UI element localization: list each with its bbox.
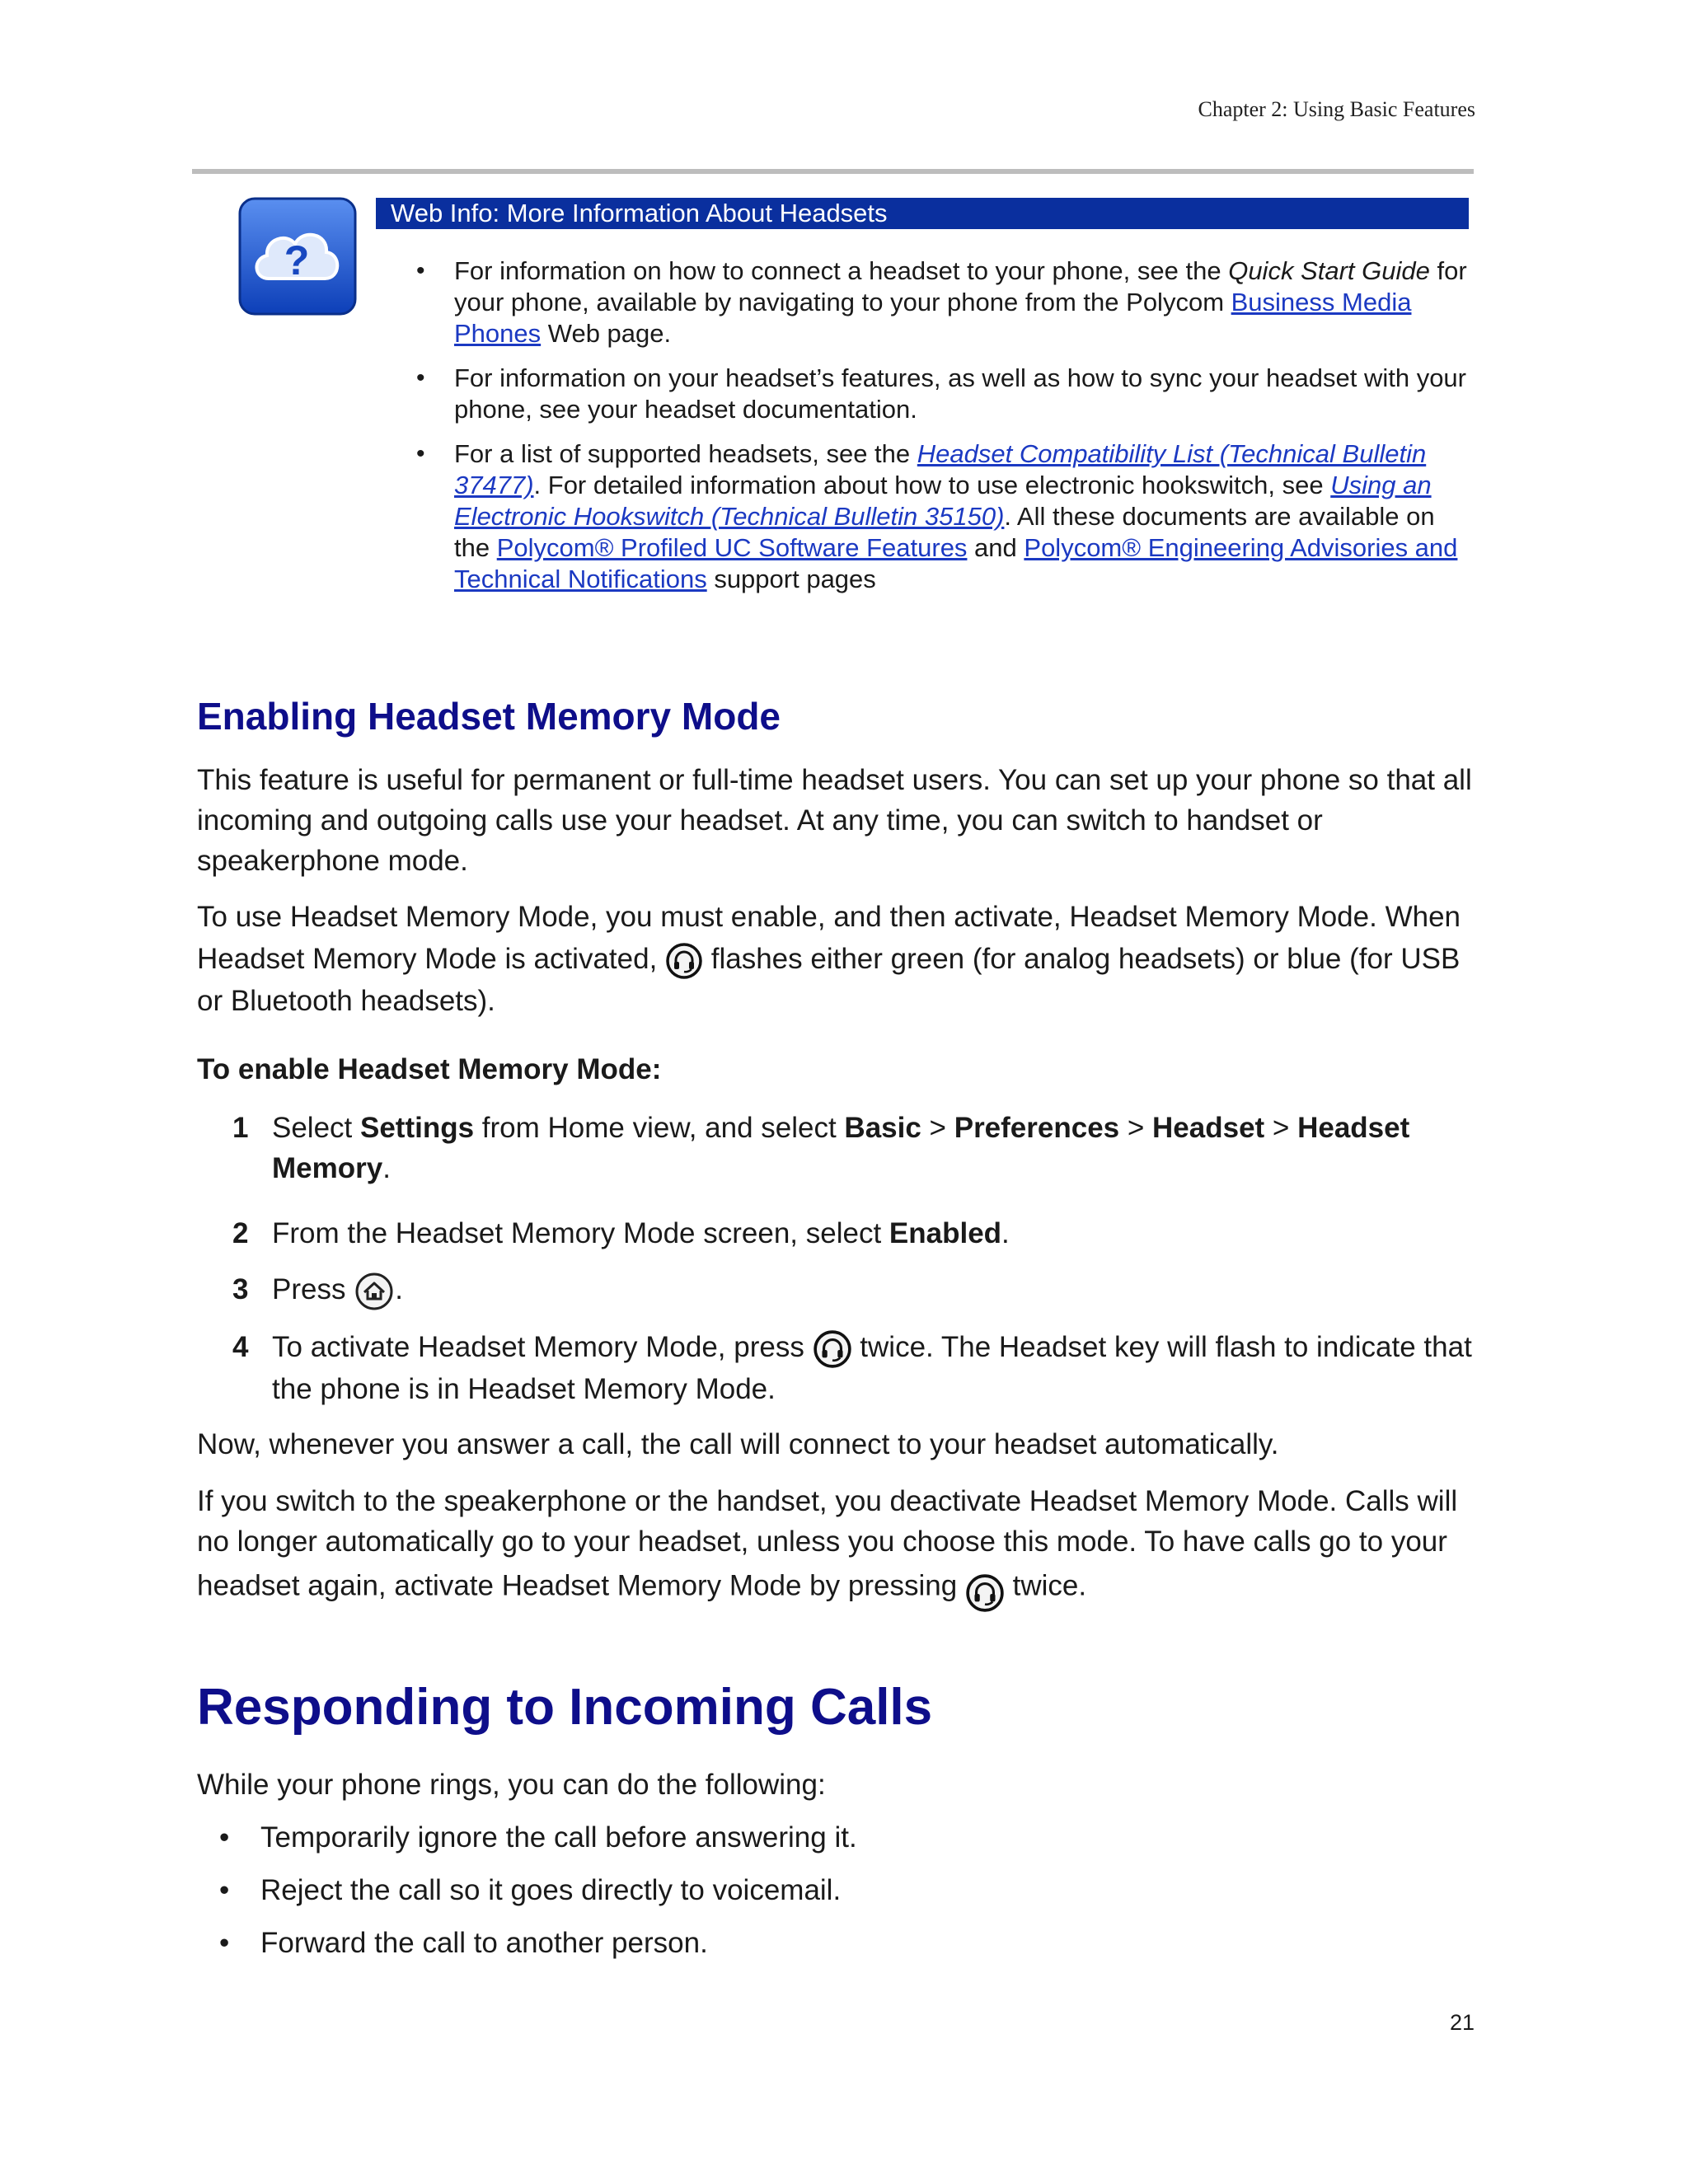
step-item: 2 From the Headset Memory Mode screen, select Enabled. [232,1217,1010,1249]
paragraph: This feature is useful for permanent or full-time headset users. You can set up your phone so that all incoming and outgoing calls use your headset. At any time, you can switch to handset or speakerphone mode. [197,764,1472,877]
cloud-question-icon [237,196,358,316]
bullet: • [416,257,425,284]
section-heading: Enabling Headset Memory Mode [197,695,781,738]
step-item: 4 To activate Headset Memory Mode, press twice. The Headset key will flash to indicate that the phone is in Headset Memory Mode. [231,1327,1484,1409]
list-item: • Reject the call so it goes directly to voicemail. [213,1870,1449,1910]
uc-software-features-link[interactable]: Polycom® Profiled UC Software Features [496,533,968,562]
paragraph: While your phone rings, you can do the following: [197,1769,826,1801]
header-rule [192,169,1474,174]
electronic-hookswitch-link[interactable]: Using an Electronic Hookswitch (Technical Bulletin 35150) [454,471,1432,531]
bullet: • [416,440,425,467]
page-number: 21 [1449,2010,1475,2035]
paragraph: Now, whenever you answer a call, the call will connect to your headset automatically. [197,1428,1279,1460]
emphasis: Quick Start Guide [1228,256,1430,285]
options-list [213,1817,1449,1963]
list-item: • Temporarily ignore the call before answering it. [213,1817,1449,1858]
procedure-steps [231,1213,1484,1254]
web-info-banner: Web Info: More Information About Headsets [376,198,1469,229]
list-item: • For information on how to connect a headset to your phone, see the Quick Start Guide for your phone, available by navigating to your phone from the Polycom Business Media Phones Web page. [416,256,1467,348]
business-media-phones-link[interactable]: Business Media Phones [454,288,1412,348]
procedure-steps [231,1327,1484,1409]
bullet: • [416,364,425,391]
chapter-heading: Responding to Incoming Calls [197,1679,933,1736]
procedure-title: To enable Headset Memory Mode: [197,1053,662,1085]
running-header: Chapter 2: Using Basic Features [1198,97,1475,121]
bullet: • [219,1821,230,1854]
list-item: • For information on your headset’s features, as well as how to sync your headset with your phone, see your headset documentation. [416,363,1466,424]
headset-icon [665,942,703,980]
home-icon [354,1271,395,1312]
web-info-list [416,255,1471,608]
svg-text:?: ? [284,237,310,284]
headset-compatibility-link[interactable]: Headset Compatibility List (Technical Bulletin 37477) [454,439,1427,499]
headset-icon [965,1573,1005,1613]
bullet: • [219,1927,230,1959]
procedure-steps [231,1108,1484,1188]
headset-icon [813,1329,852,1369]
procedure-steps [231,1269,1484,1312]
bullet: • [219,1874,230,1906]
paragraph: To use Headset Memory Mode, you must enable, and then activate, Headset Memory Mode. When Headset Memory Mode is activated, flashes either green (for analog headsets) or blue (for USB or Bluetooth headsets). [197,901,1461,1017]
list-item: • Forward the call to another person. [213,1923,1449,1963]
step-item: 3 Press . [231,1269,1484,1312]
paragraph: If you switch to the speakerphone or the handset, you deactivate Headset Memory Mode. Calls will no longer automatically go to your headset, unless you choose this mode. To have calls go to your headset again, activate Headset Memory Mode by pressing twice. [197,1481,1483,1613]
engineering-advisories-link[interactable]: Polycom® Engineering Advisories and Technical Notifications [454,533,1458,593]
step-item: 1 Select Settings from Home view, and select Basic > Preferences > Headset > Headset Memory. [232,1112,1410,1184]
list-item: • For a list of supported headsets, see the Headset Compatibility List (Technical Bulletin 37477). For detailed information about how to use electronic hookswitch, see Using an Electronic Hookswitch (Technical Bulletin 35150). All these documents are available on the Polycom® Profiled UC Software Features and Polycom® Engineering Advisories and Technical Notifications support pages [416,439,1458,593]
